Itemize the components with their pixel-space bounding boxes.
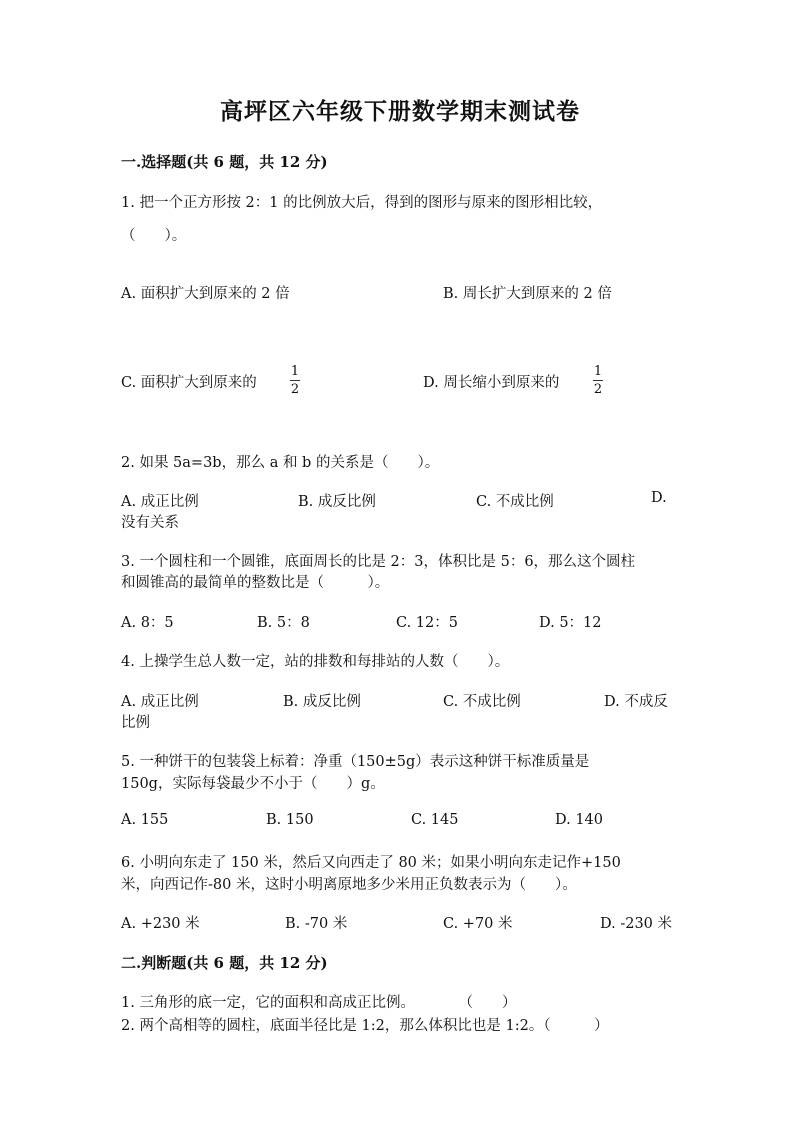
section-heading-judge: 二.判断题(共 6 题，共 12 分) — [121, 954, 328, 972]
question-1-text-cont: （ ）。 — [121, 228, 187, 244]
question-1-text: 1. 把一个正方形按 2：1 的比例放大后，得到的图形与原来的图形相比较， — [121, 195, 603, 211]
question-6-text: 6. 小明向东走了 150 米，然后又向西走了 80 米；如果小明向东走记作+150 — [121, 855, 621, 871]
page-title: 高坪区六年级下册数学期末测试卷 — [220, 98, 580, 125]
judge-question-1: 1. 三角形的底一定，它的面积和高成正比例。 （ ） — [121, 995, 517, 1011]
question-6-option-c: C. +70 米 — [443, 916, 513, 932]
question-3-option-b: B. 5：8 — [257, 615, 310, 631]
question-3-option-d: D. 5：12 — [539, 615, 602, 631]
question-4-option-d: D. 不成反 — [604, 694, 668, 710]
question-5-option-a: A. 155 — [121, 812, 169, 828]
question-4-option-b: B. 成反比例 — [283, 694, 361, 710]
fraction-denominator: 2 — [290, 382, 300, 397]
question-6-text-cont: 米，向西记作-80 米，这时小明离原地多少米用正负数表示为（ ）。 — [121, 877, 577, 893]
question-1-option-c: C. 面积扩大到原来的 — [121, 375, 257, 391]
question-3-option-a: A. 8：5 — [121, 615, 174, 631]
question-6-option-d: D. -230 米 — [600, 916, 673, 932]
judge-question-2: 2. 两个高相等的圆柱，底面半径比是 1:2，那么体积比也是 1:2。（ ） — [121, 1018, 609, 1034]
question-4-option-c: C. 不成比例 — [443, 694, 521, 710]
fraction-denominator: 2 — [593, 382, 603, 397]
question-4-option-a: A. 成正比例 — [121, 694, 199, 710]
question-5-option-d: D. 140 — [555, 812, 604, 828]
question-2-option-c: C. 不成比例 — [476, 494, 554, 510]
fraction-numerator: 1 — [593, 364, 603, 379]
question-1-option-d-fraction — [593, 364, 603, 397]
question-3-text-cont: 和圆锥高的最简单的整数比是（ ）。 — [121, 575, 390, 591]
fraction-bar — [593, 380, 603, 381]
question-2-text: 2. 如果 5a=3b，那么 a 和 b 的关系是（ ）。 — [121, 455, 440, 471]
question-1-option-c-fraction — [290, 364, 300, 397]
question-2-option-b: B. 成反比例 — [298, 494, 376, 510]
question-2-option-a: A. 成正比例 — [121, 494, 199, 510]
question-5-text: 5. 一种饼干的包装袋上标着：净重（150±5g）表示这种饼干标准质量是 — [121, 754, 590, 770]
question-5-text-cont: 150g，实际每袋最少不小于（ ）g。 — [121, 776, 385, 792]
question-4-option-d-cont: 比例 — [121, 715, 150, 731]
fraction-bar — [290, 380, 300, 381]
fraction-numerator: 1 — [290, 364, 300, 379]
question-3-text: 3. 一个圆柱和一个圆锥，底面周长的比是 2：3，体积比是 5：6，那么这个圆柱 — [121, 554, 636, 570]
question-4-text: 4. 上操学生总人数一定，站的排数和每排站的人数（ ）。 — [121, 654, 510, 670]
question-1-option-b: B. 周长扩大到原来的 2 倍 — [443, 286, 612, 302]
section-heading-choice: 一.选择题(共 6 题，共 12 分) — [121, 153, 328, 171]
question-2-option-d: D. — [651, 490, 667, 506]
question-2-option-d-cont: 没有关系 — [121, 515, 179, 531]
question-6-option-b: B. -70 米 — [285, 916, 348, 932]
question-3-option-c: C. 12：5 — [396, 615, 458, 631]
question-1-option-d: D. 周长缩小到原来的 — [423, 375, 560, 391]
question-6-option-a: A. +230 米 — [121, 916, 200, 932]
question-1-option-a: A. 面积扩大到原来的 2 倍 — [121, 286, 290, 302]
question-5-option-b: B. 150 — [266, 812, 314, 828]
question-5-option-c: C. 145 — [411, 812, 459, 828]
